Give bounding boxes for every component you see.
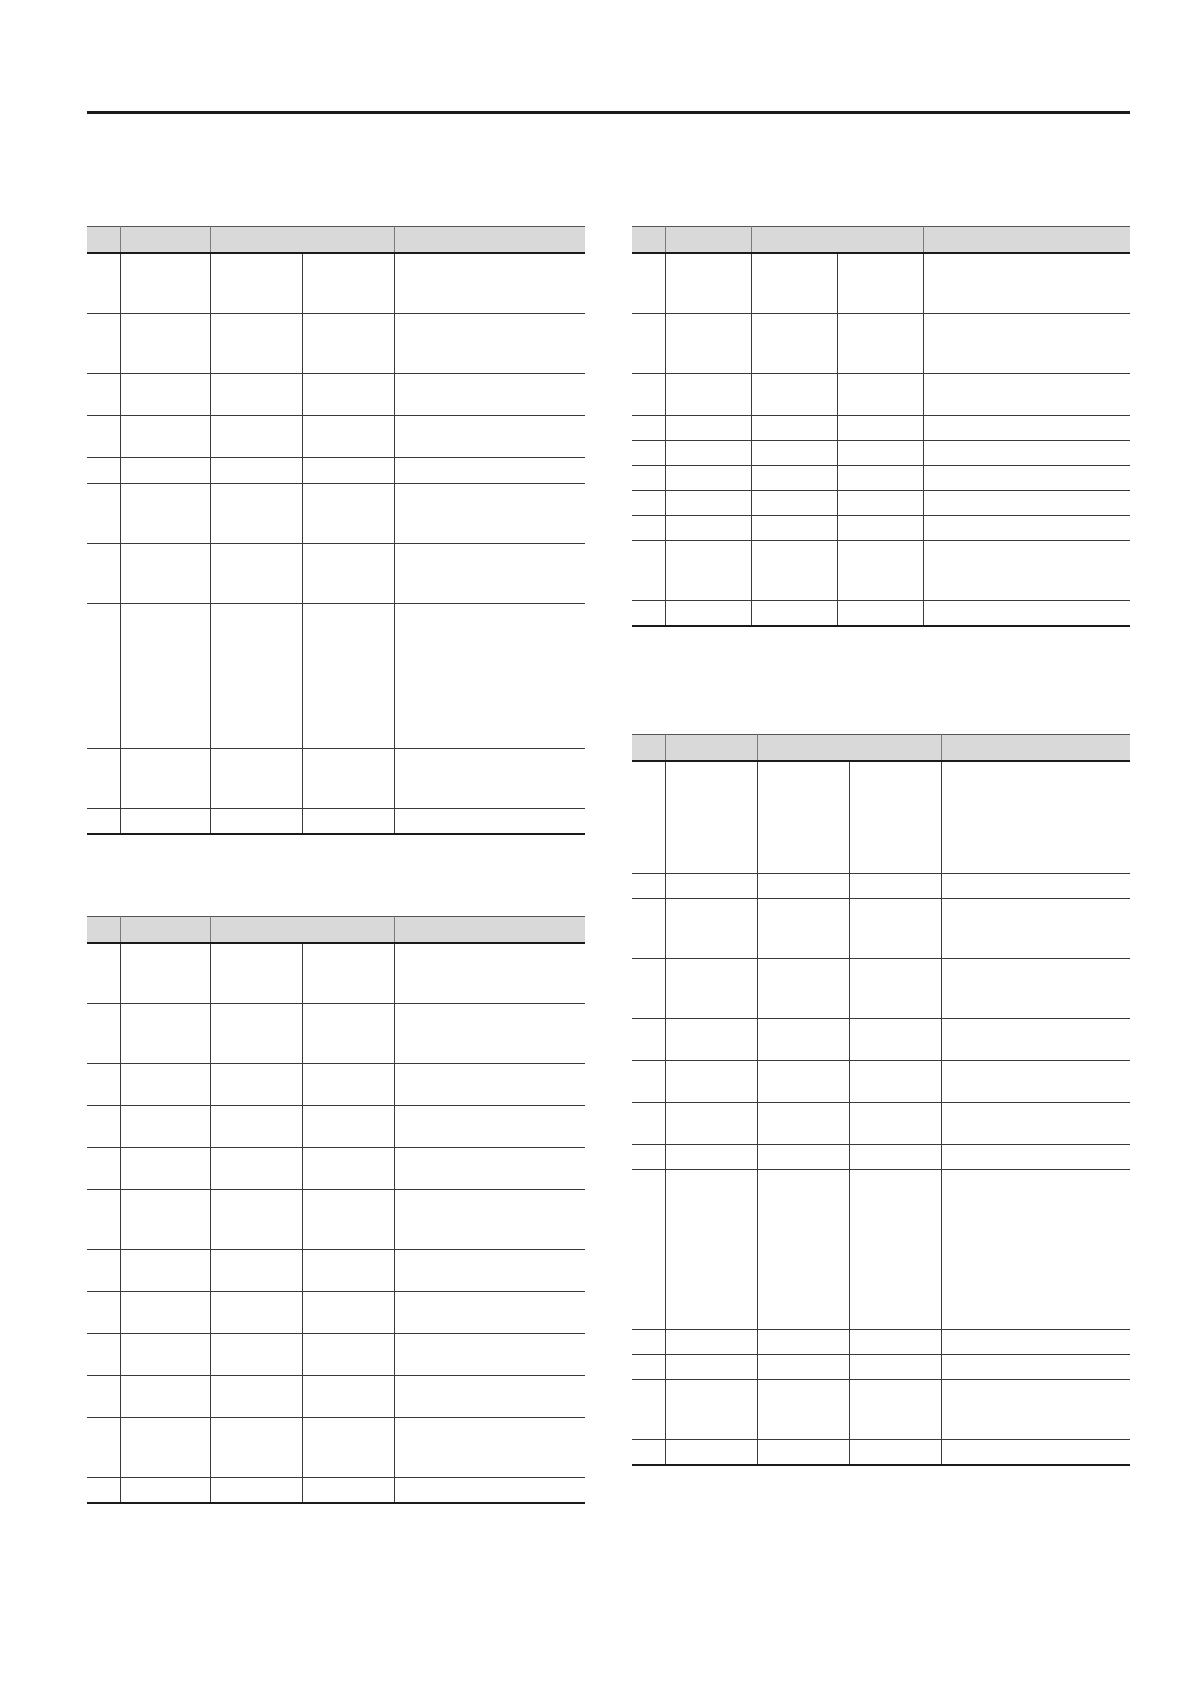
table-row	[632, 373, 1130, 415]
table-row	[632, 1379, 1130, 1439]
table-row	[87, 457, 585, 483]
table-row	[87, 313, 585, 373]
column-header-description	[394, 227, 585, 254]
column-header-description	[941, 735, 1130, 762]
table-row	[632, 515, 1130, 540]
parameter-table-1	[87, 226, 585, 835]
table-row	[632, 898, 1130, 958]
table-row	[87, 1063, 585, 1105]
table-header-row	[87, 917, 585, 944]
table-row	[87, 1003, 585, 1063]
column-header-no	[632, 735, 665, 762]
table-row	[87, 1147, 585, 1189]
column-header-value	[751, 227, 923, 254]
table-row	[87, 1189, 585, 1249]
table-row	[632, 253, 1130, 313]
table-row	[87, 253, 585, 313]
table-row	[632, 1060, 1130, 1102]
table-row	[632, 1018, 1130, 1060]
column-header-no	[87, 917, 120, 944]
table-row	[632, 540, 1130, 600]
table-row	[632, 873, 1130, 898]
table-row	[87, 1249, 585, 1291]
table-row	[632, 1102, 1130, 1144]
table-row	[87, 748, 585, 808]
column-header-no	[87, 227, 120, 254]
column-header-description	[923, 227, 1130, 254]
table-row	[632, 600, 1130, 626]
table-row	[632, 415, 1130, 440]
table-row	[87, 603, 585, 748]
table-row	[632, 958, 1130, 1018]
column-header-description	[394, 917, 585, 944]
table-row	[87, 1105, 585, 1147]
table-row	[632, 761, 1130, 873]
table-row	[87, 373, 585, 415]
table-header-row	[632, 735, 1130, 762]
table-row	[87, 415, 585, 457]
column-header-value	[210, 917, 394, 944]
column-header-no	[632, 227, 665, 254]
parameter-table-4	[632, 734, 1130, 1466]
table-row	[87, 543, 585, 603]
table-row	[632, 1439, 1130, 1465]
table-row	[87, 1291, 585, 1333]
column-header-parameter	[665, 735, 757, 762]
table-row	[632, 440, 1130, 465]
parameter-table-2	[87, 916, 585, 1504]
page-header-rule	[87, 111, 1130, 114]
table-row	[632, 1354, 1130, 1379]
table-row	[87, 483, 585, 543]
parameter-table-3	[632, 226, 1130, 627]
table-row	[632, 490, 1130, 515]
table-row	[632, 1144, 1130, 1169]
column-header-parameter	[120, 227, 210, 254]
column-header-parameter	[665, 227, 751, 254]
column-header-value	[210, 227, 394, 254]
table-row	[632, 313, 1130, 373]
table-header-row	[632, 227, 1130, 254]
table-row	[87, 1333, 585, 1375]
table-row	[87, 1375, 585, 1417]
column-header-parameter	[120, 917, 210, 944]
table-row	[87, 1417, 585, 1477]
column-header-value	[757, 735, 941, 762]
table-row	[87, 943, 585, 1003]
table-row	[87, 1477, 585, 1503]
table-row	[632, 1169, 1130, 1329]
table-header-row	[87, 227, 585, 254]
table-row	[632, 465, 1130, 490]
table-row	[87, 808, 585, 834]
table-row	[632, 1329, 1130, 1354]
